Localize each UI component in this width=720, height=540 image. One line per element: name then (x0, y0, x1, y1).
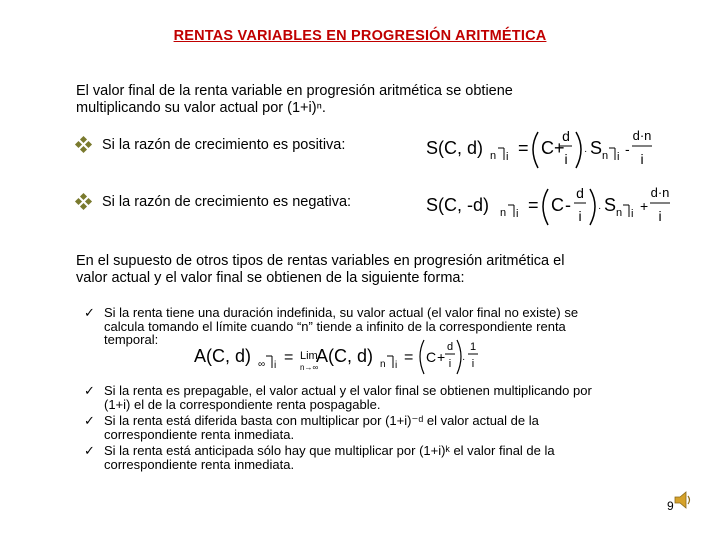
svg-text:d·n: d·n (632, 128, 652, 143)
svg-text:1: 1 (469, 341, 477, 353)
page-number: 9 (667, 499, 674, 513)
intro-line-2: multiplicando su valor actual por (1+i)ⁿ. (76, 100, 326, 116)
svg-text:+: + (554, 138, 565, 158)
check-item-diferida: Si la renta está diferida basta con multiplicar por (1+i)⁻ᵈ el valor actual de la correspondiente renta inmediata. (104, 413, 539, 442)
svg-text:d: d (446, 341, 454, 353)
intro-paragraph (76, 83, 676, 117)
bullet-negative (76, 194, 351, 210)
otros-line-1: En el supuesto de otros tipos de rentas variables en progresión aritmética el (76, 253, 565, 269)
check-icon: ✓ (84, 414, 95, 429)
svg-text:i: i (274, 360, 277, 371)
svg-text:A(C, d): A(C, d) (316, 346, 374, 366)
svg-text:i: i (658, 208, 662, 224)
svg-text:S: S (590, 138, 603, 158)
svg-text:i: i (617, 151, 620, 163)
svg-text:n→∞: n→∞ (300, 363, 319, 372)
svg-text:i: i (516, 208, 519, 220)
intro-line-1: El valor final de la renta variable en progresión aritmética se obtiene (76, 83, 513, 99)
otros-paragraph (76, 253, 676, 287)
svg-text:=: = (518, 138, 529, 158)
svg-text:·: · (598, 203, 602, 214)
formula-negative (420, 181, 690, 231)
svg-text:-: - (565, 195, 571, 215)
svg-text:d·n: d·n (650, 185, 670, 200)
svg-text:·: · (462, 354, 466, 365)
check-item-indefinida: Si la renta tiene una duración indefinida, su valor actual (el valor final no existe) se calcula tomando el límite cuando “n” tiende a infinito de la correspondiente renta temporal: (104, 305, 579, 347)
svg-text:n: n (380, 359, 386, 370)
bullet-positive (76, 137, 345, 153)
svg-text:n: n (602, 150, 609, 162)
svg-text:=: = (404, 349, 414, 366)
svg-text:Lim: Lim (300, 350, 318, 362)
svg-text:·: · (584, 146, 588, 157)
svg-text:+: + (437, 349, 446, 365)
svg-text:i: i (631, 208, 634, 220)
check-icon: ✓ (84, 444, 95, 459)
formula-sub: n (490, 150, 497, 162)
otros-line-2: valor actual y el valor final se obtienen de la siguiente forma: (76, 270, 465, 286)
formula-perpetual (192, 334, 482, 378)
svg-text:d: d (562, 128, 570, 144)
svg-text:-: - (625, 141, 630, 157)
svg-text:=: = (284, 349, 294, 366)
svg-text:C: C (426, 349, 437, 365)
formula-positive (420, 124, 680, 174)
svg-text:i: i (578, 208, 582, 224)
svg-text:i: i (448, 358, 452, 370)
check-item-prepagable: Si la renta es prepagable, el valor actual y el valor final se obtienen multiplicando por (1+i) el de la correspondiente renta pospagable. (104, 383, 592, 412)
diamond-bullet-icon (76, 137, 92, 153)
svg-text:+: + (640, 198, 649, 214)
svg-text:S: S (604, 195, 617, 215)
formula-s-label: S(C, -d) (426, 195, 489, 215)
svg-text:i: i (564, 151, 568, 167)
bullet-label: Si la razón de crecimiento es positiva: (102, 137, 346, 153)
svg-text:i: i (506, 151, 509, 163)
check-icon: ✓ (84, 384, 95, 399)
page-title: RENTAS VARIABLES EN PROGRESIÓN ARITMÉTICA (173, 28, 547, 44)
svg-text:∞: ∞ (258, 359, 266, 370)
formula-s-label: S(C, d) (426, 138, 484, 158)
bullet-label: Si la razón de crecimiento es negativa: (102, 194, 352, 210)
svg-text:i: i (640, 151, 644, 167)
check-item-anticipada: Si la renta está anticipada sólo hay que multiplicar por (1+i)ᵏ el valor final de la correspondiente renta inmediata. (104, 443, 555, 472)
svg-text:i: i (395, 360, 398, 371)
svg-text:d: d (576, 185, 584, 201)
svg-text:A(C, d): A(C, d) (194, 346, 252, 366)
check-icon: ✓ (84, 306, 95, 321)
svg-text:=: = (528, 195, 539, 215)
svg-text:C: C (551, 195, 564, 215)
svg-text:n: n (500, 207, 507, 219)
speaker-icon[interactable] (672, 488, 694, 512)
svg-text:i: i (471, 358, 475, 370)
svg-text:n: n (616, 207, 623, 219)
svg-text:C: C (541, 138, 554, 158)
diamond-bullet-icon (76, 194, 92, 210)
